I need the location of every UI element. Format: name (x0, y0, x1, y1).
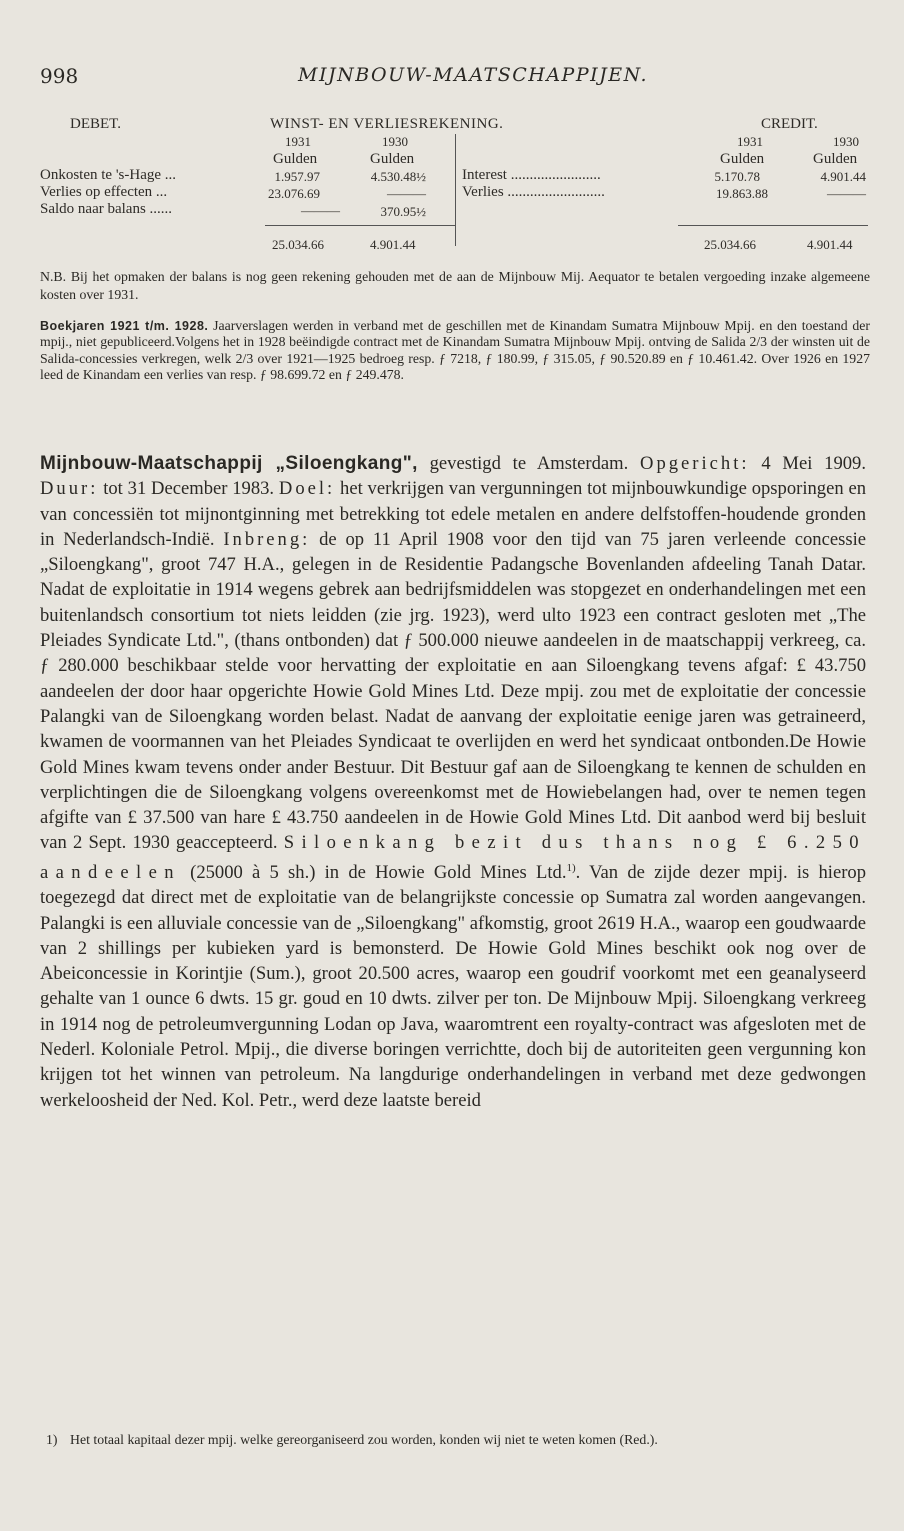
credit-row-label: Interest ........................ (462, 167, 601, 183)
credit-total-1930: 4.901.44 (807, 237, 853, 252)
debit-total-rule (265, 225, 455, 226)
debit-row-value-1931: 23.076.69 (268, 186, 320, 201)
debit-row-value-1931: ——— (301, 203, 340, 218)
debit-row-value-1930: 4.530.48½ (370, 169, 426, 184)
debit-row-label: Verlies op effecten ... (40, 184, 168, 200)
boekjaren-paragraph (40, 318, 870, 383)
credit-unit-1931: Gulden (720, 151, 765, 167)
column-divider (455, 134, 456, 246)
inbreng-value: de op 11 April 1908 voor den tijd van 75 jaren verleende concessie „Siloengkang", groot 747 H.A., gelegen in de Residentie Padangsche Bovenlanden afdeeling Tanah Datar. Nadat de exploitatie in 1914 wegens gebrek aan bedrijfsmiddelen was stopgezet en onderhandelingen met een buitenlandsch consortium tot niets leidden (zie jrg. 1923), werd ulto 1923 een contract gesloten met „The Pleiades Syndicate Ltd.", (thans ontbonden) dat ƒ 500.000 nieuwe aandeelen in de maatschappij verkreeg, ca. ƒ 280.000 beschikbaar stelde voor hervatting der exploitatie en aan Siloengkang tevens afgaf: £ 43.750 aandeelen der door haar opgerichte Howie Gold Mines Ltd. Deze mpij. zou met de exploitatie der concessie Palangki van de Siloengkang worden belast. Nadat de aanvang der exploitatie eenige jaren was getraineerd, kwamen de voormannen van het Pleiades Syndicaat te overlijden en werd het syndicaat ontbonden.De Howie Gold Mines kwam tevens onder ander Bestuur. Dit Bestuur gaf aan de Siloengkang te kennen de schulden en verplichtingen die de Siloengkang volgens overeenkomst met de Howiebelangen had, over te nemen tegen afgifte van £ 37.500 van hare £ 43.750 aandeelen in de Howie Gold Mines Ltd. Dit aanbod werd bij besluit van 2 Sept. 1930 geaccepteerd. (40, 528, 866, 854)
inbreng-label: Inbreng: (223, 528, 311, 550)
duur-label: Duur: (40, 478, 99, 500)
credit-total-1931: 25.034.66 (704, 237, 756, 252)
account-title: WINST- EN VERLIESREKENING. (270, 116, 504, 132)
credit-label: CREDIT. (761, 116, 818, 132)
doel-label: Doel: (278, 478, 336, 500)
footnote-mark: 1) (46, 1432, 58, 1447)
debit-year-1930: 1930 (382, 134, 408, 149)
boekjaren-text: Jaarverslagen werden in verband met de geschillen met de Kinandam Sumatra Mijnbouw Mpij. en den toestand der mpij., niet gepubliceerd.Volgens het in 1928 beëindigde contract met de Kinandam Sumatra Mijnbouw Mpij. ontving de Salida 2/3 der winsten uit de Salida-concessies verkregen, welk 2/3 over 1921—1925 bedroeg resp. ƒ 7218, ƒ 180.99, ƒ 315.05, ƒ 90.520.89 en ƒ 10.461.42. Over 1926 en 1927 leed de Kinandam een verlies van resp. ƒ 98.699.72 en ƒ 249.478. (40, 318, 870, 382)
page-header (40, 64, 870, 94)
opgericht-value: 4 Mei 1909. (749, 453, 866, 474)
spaced-emphasis: Siloenkang bezit dus thans nog £ 6.250 aandeelen (40, 832, 866, 883)
credit-year-1931: 1931 (737, 134, 763, 149)
opgericht-label: Opgericht: (640, 453, 750, 474)
credit-row-label: Verlies .......................... (462, 184, 605, 200)
credit-total-rule (678, 225, 868, 226)
debit-total-1930: 4.901.44 (370, 237, 416, 252)
debit-total-1931: 25.034.66 (272, 237, 324, 252)
debet-label: DEBET. (70, 116, 121, 132)
debit-unit-1931: Gulden (273, 151, 318, 167)
debit-unit-1930: Gulden (370, 151, 415, 167)
running-title: MIJNBOUW-MAATSCHAPPIJEN. (298, 64, 649, 86)
page-number: 998 (40, 64, 79, 88)
credit-year-1930: 1930 (833, 134, 859, 149)
debit-year-1931: 1931 (285, 134, 311, 149)
debit-row-value-1930: ——— (387, 186, 426, 201)
boekjaren-heading: Boekjaren 1921 t/m. 1928. (40, 319, 209, 333)
credit-row-value-1931: 5.170.78 (714, 169, 760, 184)
footnote-text: Het totaal kapitaal dezer mpij. welke gereorganiseerd zou worden, konden wij niet te weten komen (Red.). (70, 1432, 658, 1447)
company-heading: Mijnbouw-Maatschappij „Siloengkang", (40, 453, 418, 474)
company-entry (40, 451, 866, 1113)
company-intro: gevestigd te Amsterdam. (417, 453, 641, 474)
debit-row-value-1931: 1.957.97 (274, 169, 320, 184)
entry-rest: . Van de zijde dezer mpij. is hierop toegezegd dat direct met de exploitatie van de belangrijkste concessie op Sumatra zal worden aangevangen. Palangki is een alluviale concessie van de „Siloengkang" afkomstig, groot 2619 H.A., waarop een goudwaarde van 2 shillings per kubieken yard is bemonsterd. De Howie Gold Mines beschikt ook nog over de Abeiconcessie in Korintjie (Sum.), groot 20.500 acres, waarop een goudrif voorkomt met een geanalyseerd gehalte van 1 ounce 6 dwts. 15 gr. goud en 10 dwts. zilver per ton. De Mijnbouw Mpij. Siloengkang verkreeg in 1914 nog de petroleumvergunning Lodan op Java, waaromtrent een royalty-contract was afgesloten met de Nederl. Koloniale Petrol. Mpij., die diverse boringen verrichtte, doch bij de autoriteiten geen vergunning kon krijgen tot het winnen van petroleum. Na langdurige onderhandelingen in verband met deze gedwongen werkeloosheid der Ned. Kol. Petr., werd deze laatste bereid (40, 861, 866, 1111)
duur-value: tot 31 December 1983. (98, 478, 279, 500)
footnote-reference: 1) (566, 861, 576, 874)
credit-unit-1930: Gulden (813, 151, 858, 167)
credit-row-value-1930: 4.901.44 (820, 169, 866, 184)
debit-row-value-1930: 370.95½ (380, 204, 426, 219)
nb-note: N.B. Bij het opmaken der balans is nog geen rekening gehouden met de aan de Mijnbouw Mij. Aequator te betalen vergoeding inzake algemeene kosten over 1931. (40, 269, 870, 302)
debit-row-label: Saldo naar balans ...... (40, 201, 173, 217)
after-spaced: (25000 à 5 sh.) in de Howie Gold Mines Ltd. (180, 861, 567, 883)
credit-row-value-1931: 19.863.88 (716, 186, 768, 201)
credit-row-value-1930: ——— (827, 186, 866, 201)
debit-row-label: Onkosten te 's-Hage ... (40, 167, 177, 183)
footnote (40, 1432, 866, 1448)
doel-value: het verkrijgen van vergunningen tot mijnbouwkundige opsporingen en van concessiën tot mijnontginning met betrekking tot edele metalen en andere delfstoffen-houdende gronden in Nederlandsch-Indië. (40, 478, 866, 550)
